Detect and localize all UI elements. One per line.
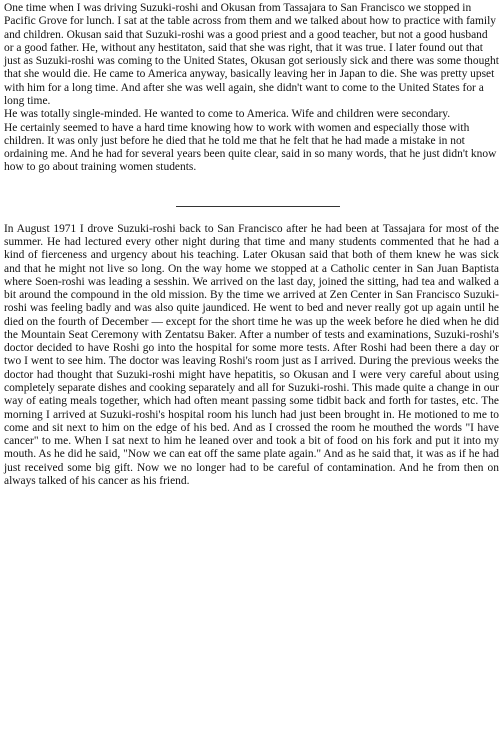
paragraph-august-1971: In August 1971 I drove Suzuki-roshi back to San Francisco after he had been at Tassajara for most of the summer. He had lectured every other night during that time and many students commented that he had a kind of fierceness and urgency about his teaching. Later Okusan said that both of them knew he was sick and that he might not live so long. On the way home we stopped at a Catholic center in San Juan Baptista where Soen-roshi was leading a sesshin. We arrived on the last day, joined the sitting, had tea and walked a bit around the compound in the old mission. By the time we arrived at Zen Center in San Francisco Suzuki-roshi was feeling badly and was also quite jaundiced. He went to bed and never really got up again until he died on the fourth of December — except for the short time he was up the week before he died when he did the Mountain Seat Ceremony with Zentatsu Baker. After a number of tests and examinations, Suzuki-roshi's doctor decided to have Roshi go into the hospital for some more tests. After Roshi had been there a day or two I went to see him. The doctor was leaving Roshi's room just as I arrived. During the previous weeks the doctor had thought that Suzuki-roshi might have hepatitis, so Okusan and I were very careful about using completely separate dishes and cooking separately and all for Suzuki-roshi. This made quite a change in our way of eating meals together, which had often meant passing some tidbit back and forth for tastes, etc. The morning I arrived at Suzuki-roshi's hospital room his lunch had just been brought in. He motioned to me to come and sit next to him on the edge of his bed. And as I crossed the room he mouthed the words "I have cancer" to me. When I sat next to him he leaned over and took a bit of food on his fork and put it into my mouth. As he did he said, "Now we can eat off the same plate again." And as he said that, it was as if he had just received some big gift. Now we no longer had to be careful of contamination. And he from then on always talked of his cancer as his friend. [4, 222, 499, 487]
section-1 [4, 2, 499, 175]
paragraph-single-minded: He was totally single-minded. He wanted to come to America. Wife and children were secondary. [4, 108, 451, 121]
section-2 [4, 223, 499, 489]
paragraph-pacific-grove-lunch: One time when I was driving Suzuki-roshi and Okusan from Tassajara to San Francisco we stopped in Pacific Grove for lunch. I sat at the table across from them and we talked about how to practice with family and children. Okusan said that Suzuki-roshi was a good priest and a good teacher, but not a good husband or a good father. He, without any hestitaton, said that she was right, that it was true. I later found out that just as Suzuki-roshi was coming to the United States, Okusan got seriously sick and there was some thought that she would die. He came to America anyway, basically leaving her in Japan to die. She was pretty upset with him for a long time. And after she was well again, she didn't want to come to the United States for a long time. [4, 2, 499, 107]
paragraph-women-students: He certainly seemed to have a hard time knowing how to work with women and especially those with children. It was only just before he died that he told me that he felt that he had made a mistake in not ordaining me. And he had for several years been quite clear, said in so many words, that he just didn't know how to go about training women students. [4, 121, 497, 174]
document-page [4, 2, 499, 488]
section-separator-area [4, 175, 499, 223]
section-divider-rule [176, 206, 340, 207]
